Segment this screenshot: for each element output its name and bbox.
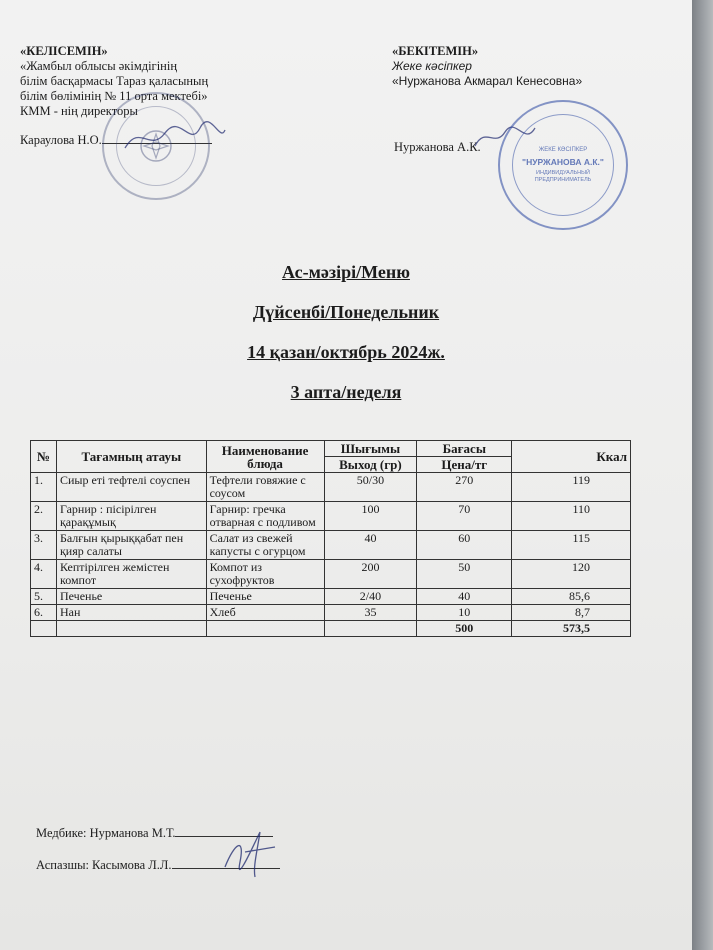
row-price: 270 bbox=[417, 473, 512, 502]
footer-signature-scribble bbox=[215, 822, 285, 882]
header-name-ru: Наименование блюда bbox=[206, 441, 324, 473]
row-name-kz: Балғын қырыққабат пен қияр салаты bbox=[56, 531, 206, 560]
row-name-ru: Хлеб bbox=[206, 605, 324, 621]
left-signer: Караулова Н.О. bbox=[20, 133, 102, 147]
row-price: 50 bbox=[417, 560, 512, 589]
row-num: 1. bbox=[31, 473, 57, 502]
row-kcal: 119 bbox=[512, 473, 631, 502]
row-num: 5. bbox=[31, 589, 57, 605]
nurse-label: Медбике: Нурманова М.Т. bbox=[36, 826, 176, 840]
table-row bbox=[31, 531, 631, 560]
cook-label: Аспазшы: Касымова Л.Л. bbox=[36, 858, 172, 872]
header-price: Бағасы bbox=[417, 441, 512, 457]
row-name-kz: Нан bbox=[56, 605, 206, 621]
right-line-2: «Нуржанова Акмарал Кенесовна» bbox=[392, 74, 583, 88]
background-wall bbox=[692, 0, 713, 950]
total-price: 500 bbox=[417, 621, 512, 637]
total-kcal: 573,5 bbox=[512, 621, 631, 637]
row-name-ru: Гарнир: гречка отварная с подливом bbox=[206, 502, 324, 531]
row-kcal: 120 bbox=[512, 560, 631, 589]
row-num: 2. bbox=[31, 502, 57, 531]
row-name-ru: Салат из свежей капусты с огурцом bbox=[206, 531, 324, 560]
date-title: 14 қазан/октябрь 2024ж. bbox=[247, 342, 445, 362]
right-heading: «БЕКІТЕМІН» bbox=[392, 44, 479, 58]
table-row bbox=[31, 605, 631, 621]
row-output: 40 bbox=[324, 531, 417, 560]
row-price: 40 bbox=[417, 589, 512, 605]
row-name-kz: Сиыр еті тефтелі соуспен bbox=[56, 473, 206, 502]
total-empty-num bbox=[31, 621, 57, 637]
table-row bbox=[31, 473, 631, 502]
row-output: 35 bbox=[324, 605, 417, 621]
row-name-ru: Компот из сухофруктов bbox=[206, 560, 324, 589]
header-price-sub: Цена/тг bbox=[417, 457, 512, 473]
header-name-kz: Тағамның атауы bbox=[56, 441, 206, 473]
row-output: 50/30 bbox=[324, 473, 417, 502]
row-kcal: 115 bbox=[512, 531, 631, 560]
week-title: 3 апта/неделя bbox=[290, 382, 402, 402]
table-row bbox=[31, 589, 631, 605]
table-total-row bbox=[31, 621, 631, 637]
right-line-1: Жеке кәсіпкер bbox=[392, 59, 472, 73]
total-empty-output bbox=[324, 621, 417, 637]
stamp-name-text: "НУРЖАНОВА А.К." bbox=[522, 156, 604, 167]
total-empty-kz bbox=[56, 621, 206, 637]
row-num: 6. bbox=[31, 605, 57, 621]
left-line-3: білім бөлімінің № 11 орта мектебі» bbox=[20, 89, 208, 103]
row-price: 70 bbox=[417, 502, 512, 531]
menu-title: Ас-мәзірі/Меню bbox=[282, 262, 410, 282]
table-row bbox=[31, 560, 631, 589]
right-stamp bbox=[498, 100, 628, 230]
row-name-kz: Кептірілген жемістен компот bbox=[56, 560, 206, 589]
row-output: 100 bbox=[324, 502, 417, 531]
row-output: 200 bbox=[324, 560, 417, 589]
left-line-4: КММ - нің директоры bbox=[20, 104, 138, 118]
header-kcal: Ккал bbox=[512, 441, 631, 473]
right-signer: Нуржанова А.К. bbox=[394, 140, 481, 154]
table-row bbox=[31, 502, 631, 531]
left-signature-scribble bbox=[120, 118, 230, 158]
stamp-bottom-text: ИНДИВИДУАЛЬНЫЙ ПРЕДПРИНИМАТЕЛЬ bbox=[534, 169, 592, 183]
left-line-2: білім басқармасы Тараз қаласының bbox=[20, 74, 209, 88]
left-line-1: «Жамбыл облысы әкімдігінің bbox=[20, 59, 178, 73]
row-kcal: 110 bbox=[512, 502, 631, 531]
row-num: 4. bbox=[31, 560, 57, 589]
row-kcal: 8,7 bbox=[512, 605, 631, 621]
header-output-sub: Выход (гр) bbox=[324, 457, 417, 473]
table-header-row bbox=[31, 441, 631, 457]
header-num: № bbox=[31, 441, 57, 473]
header-output: Шығымы bbox=[324, 441, 417, 457]
total-empty-ru bbox=[206, 621, 324, 637]
left-heading: «КЕЛІСЕМІН» bbox=[20, 44, 108, 58]
row-name-kz: Гарнир : пісірілген қарақұмық bbox=[56, 502, 206, 531]
row-price: 60 bbox=[417, 531, 512, 560]
row-num: 3. bbox=[31, 531, 57, 560]
row-name-ru: Тефтели говяжие с соусом bbox=[206, 473, 324, 502]
menu-table bbox=[30, 440, 631, 637]
row-kcal: 85,6 bbox=[512, 589, 631, 605]
day-title: Дүйсенбі/Понедельник bbox=[252, 302, 440, 322]
right-approval-block bbox=[392, 44, 582, 89]
stamp-top-text: ЖЕКЕ КӘСІПКЕР bbox=[538, 146, 588, 153]
row-name-ru: Печенье bbox=[206, 589, 324, 605]
row-output: 2/40 bbox=[324, 589, 417, 605]
row-price: 10 bbox=[417, 605, 512, 621]
row-name-kz: Печенье bbox=[56, 589, 206, 605]
